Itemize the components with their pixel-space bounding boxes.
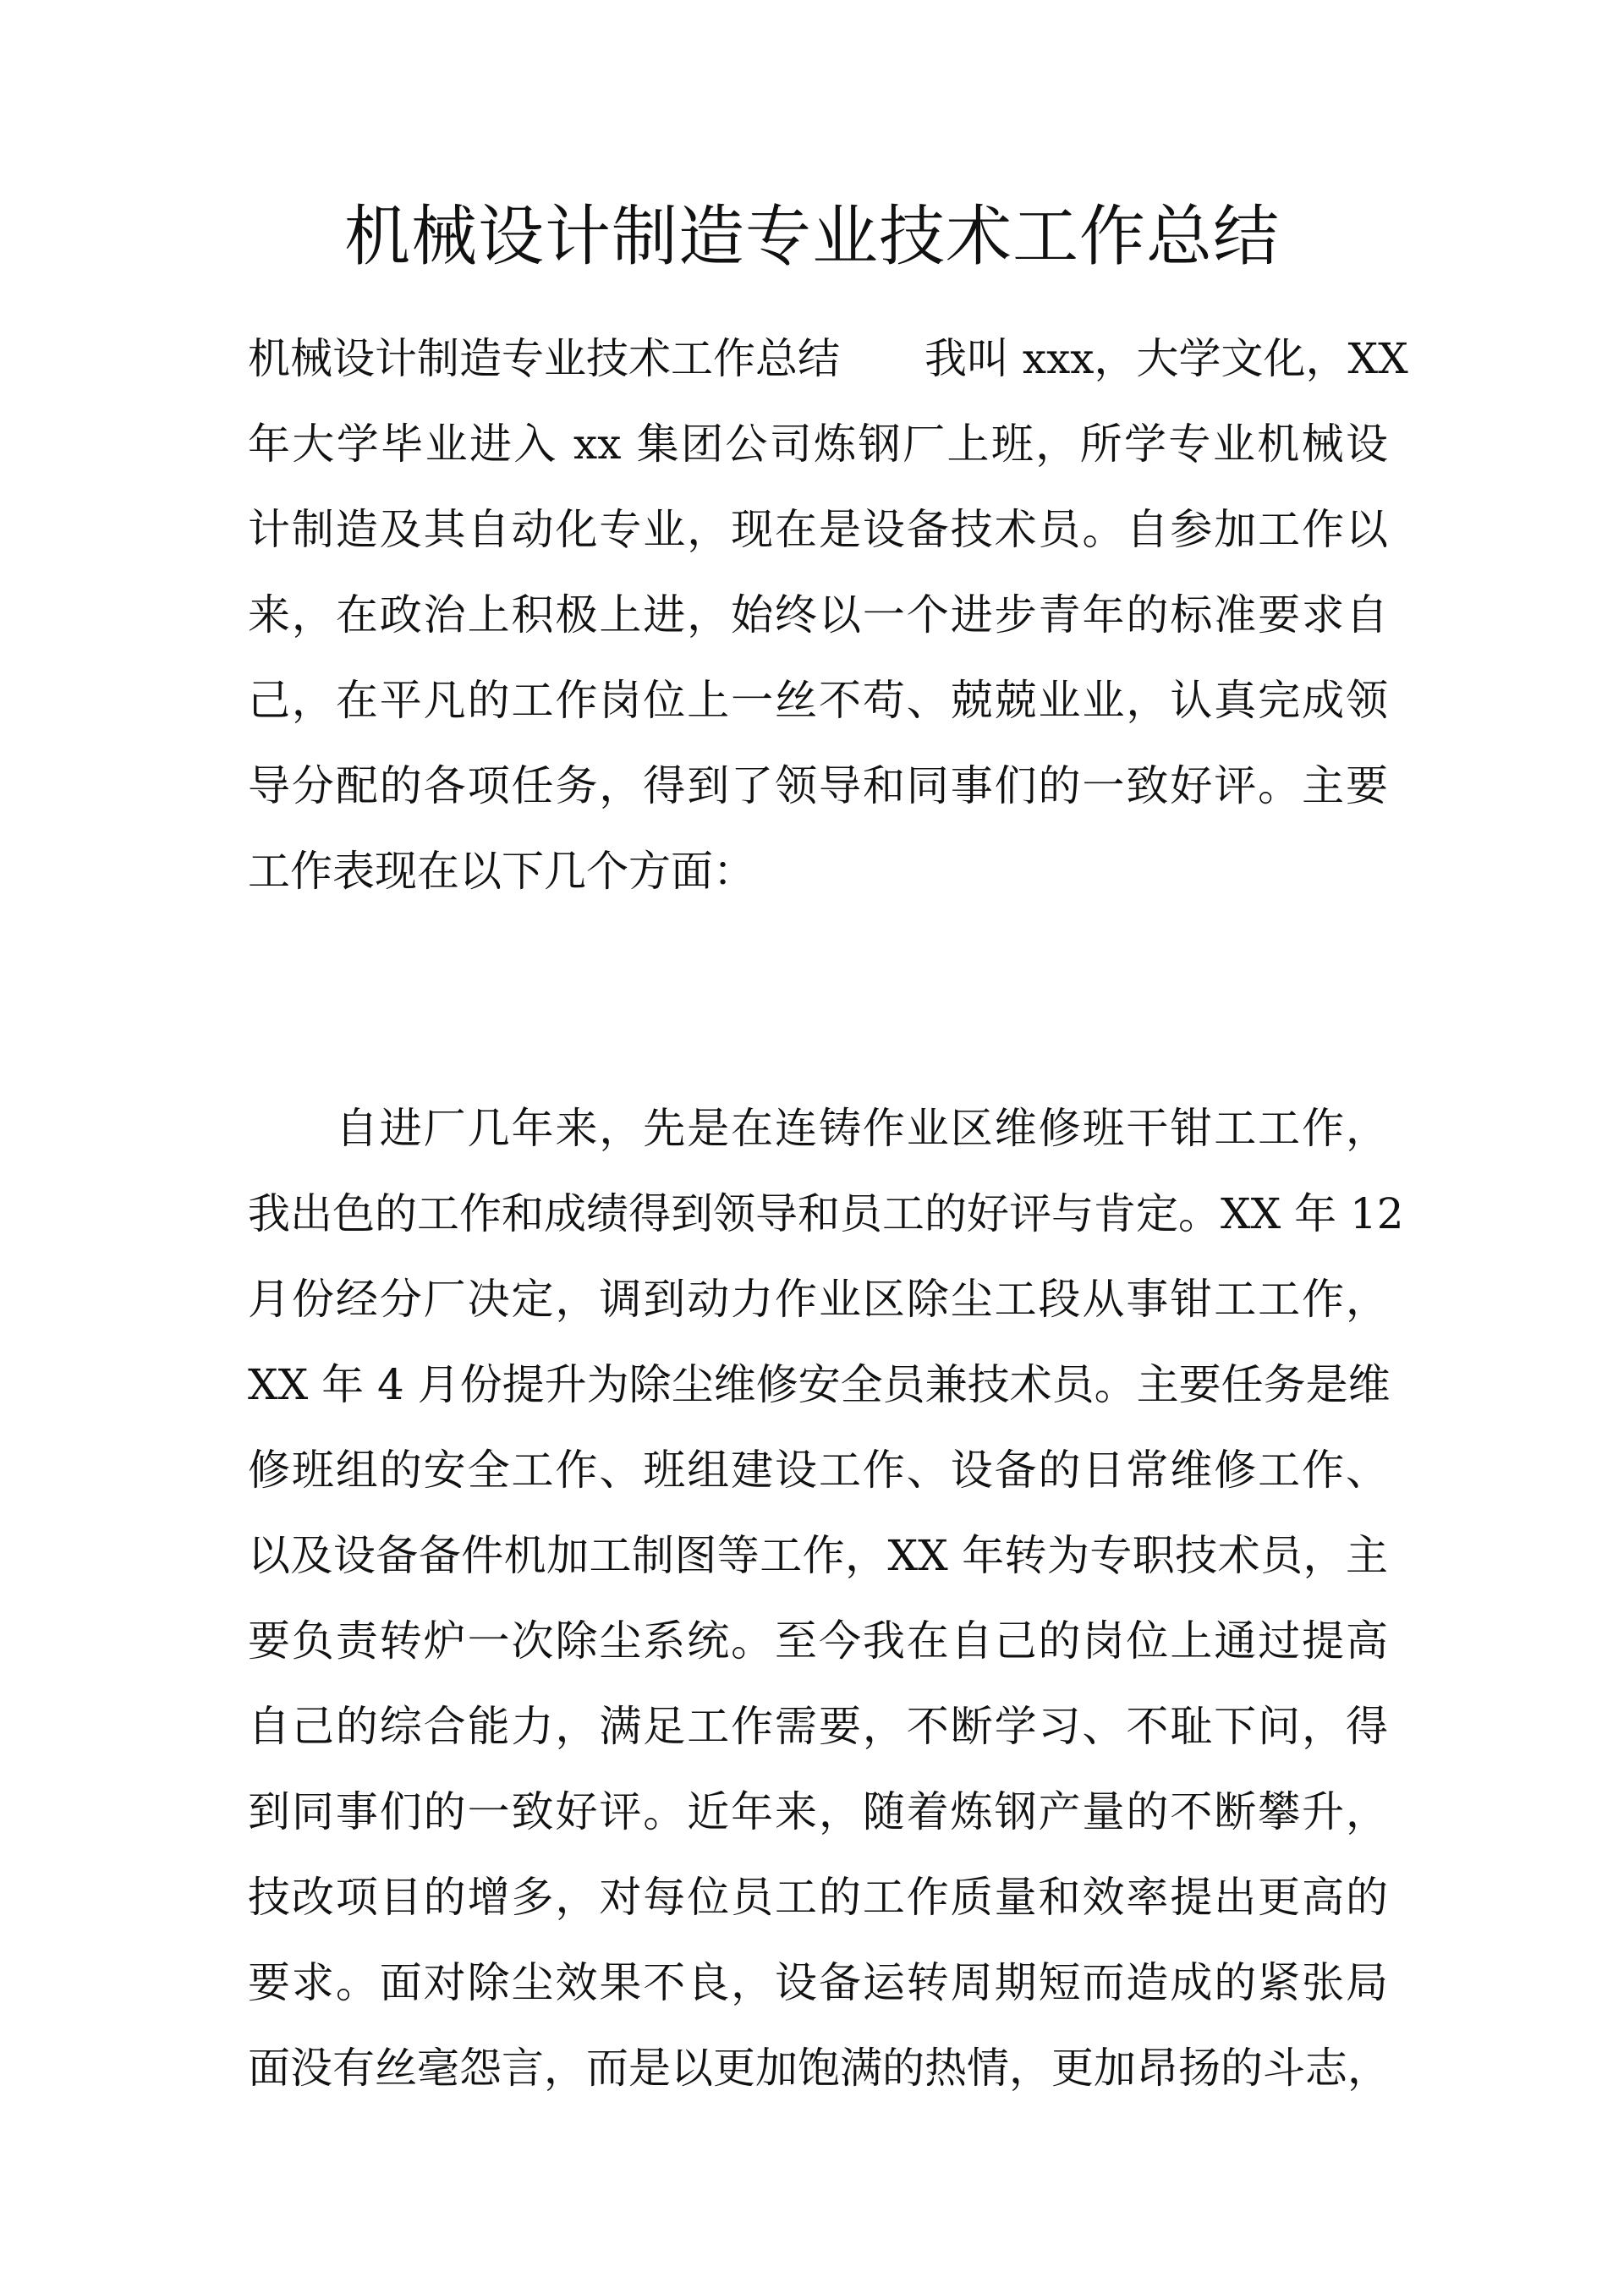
text-line: 机械设计制造专业技术工作总结 我叫 xxx，大学文化，XX: [248, 334, 1408, 383]
paragraph-intro: [248, 333, 1408, 931]
text-line: 要求。面对除尘效果不良，设备运转周期短而造成的紧张局: [248, 1958, 1388, 2007]
text-line: 自进厂几年来，先是在连铸作业区维修班干钳工工作，: [248, 1104, 1388, 1153]
text-line: 要负责转炉一次除尘系统。至今我在自己的岗位上通过提高: [248, 1616, 1388, 1666]
text-line: 修班组的安全工作、班组建设工作、设备的日常维修工作、: [248, 1446, 1388, 1495]
text-line: 导分配的各项任务，得到了领导和同事们的一致好评。主要: [248, 761, 1388, 810]
text-line: 来，在政治上积极上进，始终以一个进步青年的标准要求自: [248, 590, 1388, 639]
text-line: 我出色的工作和成绩得到领导和员工的好评与肯定。XX 年 12: [248, 1189, 1404, 1238]
text-line: 月份经分厂决定，调到动力作业区除尘工段从事钳工工作，: [248, 1275, 1388, 1324]
document-title: 机械设计制造专业技术工作总结: [343, 199, 1280, 275]
text-line: 计制造及其自动化专业，现在是设备技术员。自参加工作以: [248, 505, 1388, 554]
text-line: 技改项目的增多，对每位员工的工作质量和效率提出更高的: [248, 1873, 1388, 1922]
text-line: 面没有丝毫怨言，而是以更加饱满的热情，更加昂扬的斗志，: [248, 2044, 1390, 2093]
paragraph-experience: [248, 1103, 1404, 2128]
text-line: 己，在平凡的工作岗位上一丝不苟、兢兢业业，认真完成领: [248, 676, 1388, 725]
text-line: 工作表现在以下几个方面：: [248, 847, 755, 896]
text-line: 自己的综合能力，满足工作需要，不断学习、不耻下问，得: [248, 1702, 1388, 1751]
text-line: 年大学毕业进入 xx 集团公司炼钢厂上班，所学专业机械设: [248, 420, 1388, 469]
text-line: 到同事们的一致好评。近年来，随着炼钢产量的不断攀升，: [248, 1787, 1388, 1836]
text-line: XX 年 4 月份提升为除尘维修安全员兼技术员。主要任务是维: [248, 1360, 1391, 1409]
text-line: 以及设备备件机加工制图等工作，XX 年转为专职技术员，主: [248, 1531, 1388, 1580]
